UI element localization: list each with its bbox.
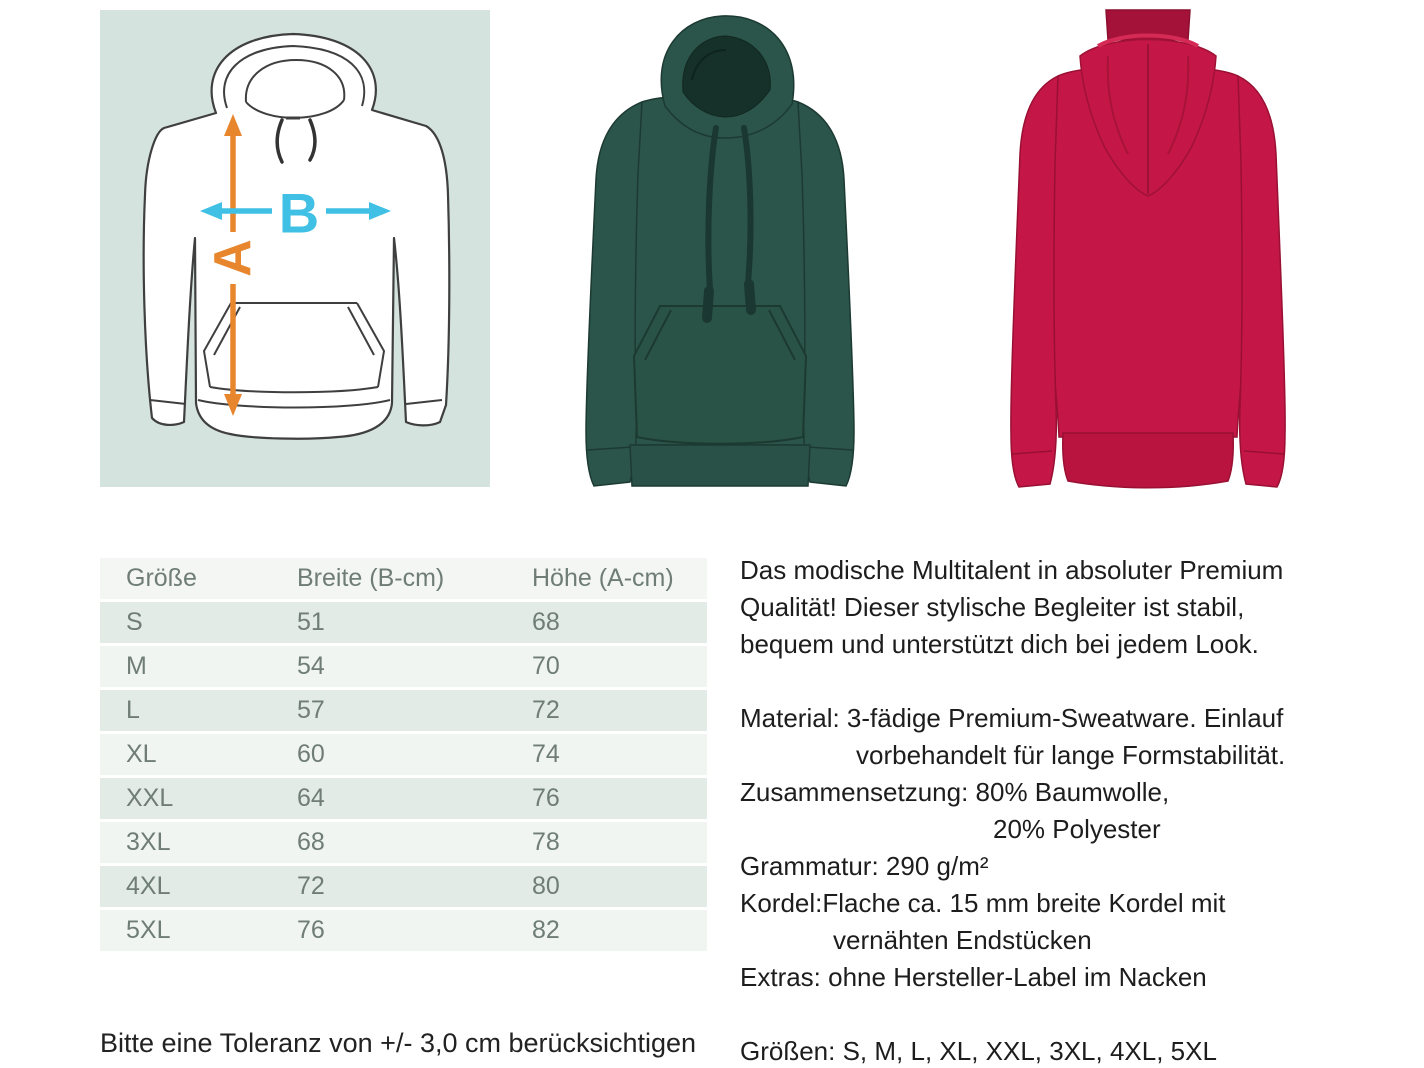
cell-size: M xyxy=(126,652,147,680)
front-waistband xyxy=(630,445,810,486)
front-right-sleeve xyxy=(798,102,854,486)
spec-material: Material: 3-fädige Premium-Sweatware. Einlauf xyxy=(740,703,1284,733)
cell-height: 82 xyxy=(532,916,560,944)
spec-composition-cont: 20% Polyester xyxy=(993,814,1161,844)
cell-height: 74 xyxy=(532,740,560,768)
cell-height: 76 xyxy=(532,784,560,812)
spec-composition: Zusammensetzung: 80% Baumwolle, xyxy=(740,777,1170,807)
cell-size: 4XL xyxy=(126,872,171,900)
cell-width: 57 xyxy=(297,696,325,724)
table-row xyxy=(100,602,707,643)
spec-grammage: Grammatur: 290 g/m² xyxy=(740,851,989,881)
sizes-list: Größen: S, M, L, XL, XXL, 3XL, 4XL, 5XL xyxy=(740,1036,1217,1066)
label-a: A xyxy=(204,239,262,277)
spacer xyxy=(740,663,1360,700)
cell-height: 80 xyxy=(532,872,560,900)
product-description xyxy=(740,552,1360,1068)
cell-height: 68 xyxy=(532,608,560,636)
front-pocket xyxy=(634,306,806,444)
hoodie-line-drawing xyxy=(100,10,490,487)
size-table xyxy=(100,558,707,954)
table-row xyxy=(100,822,707,863)
col-header-height: Höhe (A-cm) xyxy=(532,564,674,592)
cell-height: 78 xyxy=(532,828,560,856)
table-row xyxy=(100,866,707,907)
cell-size: S xyxy=(126,608,143,636)
red-hoodie-back xyxy=(948,4,1348,490)
cell-width: 64 xyxy=(297,784,325,812)
cell-width: 72 xyxy=(297,872,325,900)
cell-size: XXL xyxy=(126,784,174,812)
spacer xyxy=(740,996,1360,1033)
table-row xyxy=(100,690,707,731)
col-header-size: Größe xyxy=(126,564,197,592)
description-intro-line: Qualität! Dieser stylische Begleiter ist stabil, xyxy=(740,592,1245,622)
table-row xyxy=(100,778,707,819)
label-b: B xyxy=(278,181,320,245)
cell-width: 76 xyxy=(297,916,325,944)
back-right-sleeve xyxy=(1238,76,1285,487)
cell-width: 51 xyxy=(297,608,325,636)
cell-width: 68 xyxy=(297,828,325,856)
table-row xyxy=(100,646,707,687)
cell-width: 54 xyxy=(297,652,325,680)
back-waistband xyxy=(1063,433,1234,488)
product-photo-front xyxy=(520,4,920,498)
product-photo-back xyxy=(948,4,1348,490)
cell-height: 70 xyxy=(532,652,560,680)
cell-size: 3XL xyxy=(126,828,171,856)
spec-cord-cont: vernähten Endstücken xyxy=(833,925,1092,955)
back-left-sleeve xyxy=(1011,76,1058,487)
size-table-header xyxy=(100,558,707,599)
description-intro-line: bequem und unterstützt dich bei jedem Look. xyxy=(740,629,1259,659)
cell-size: 5XL xyxy=(126,916,171,944)
tolerance-note: Bitte eine Toleranz von +/- 3,0 cm berücksichtigen xyxy=(100,1028,697,1058)
green-hoodie-front xyxy=(520,4,920,498)
spec-cord: Kordel:Flache ca. 15 mm breite Kordel mit xyxy=(740,888,1226,918)
cell-size: XL xyxy=(126,740,157,768)
spec-material-cont: vorbehandelt für lange Formstabilität. xyxy=(856,740,1286,770)
table-row xyxy=(100,910,707,951)
spec-extras: Extras: ohne Hersteller-Label im Nacken xyxy=(740,962,1207,992)
table-row xyxy=(100,734,707,775)
cell-height: 72 xyxy=(532,696,560,724)
measurement-diagram xyxy=(100,10,490,487)
description-intro-line: Das modische Multitalent in absoluter Premium xyxy=(740,555,1284,585)
front-left-sleeve xyxy=(586,102,642,486)
cell-size: L xyxy=(126,696,140,724)
cell-width: 60 xyxy=(297,740,325,768)
col-header-width: Breite (B-cm) xyxy=(297,564,445,592)
